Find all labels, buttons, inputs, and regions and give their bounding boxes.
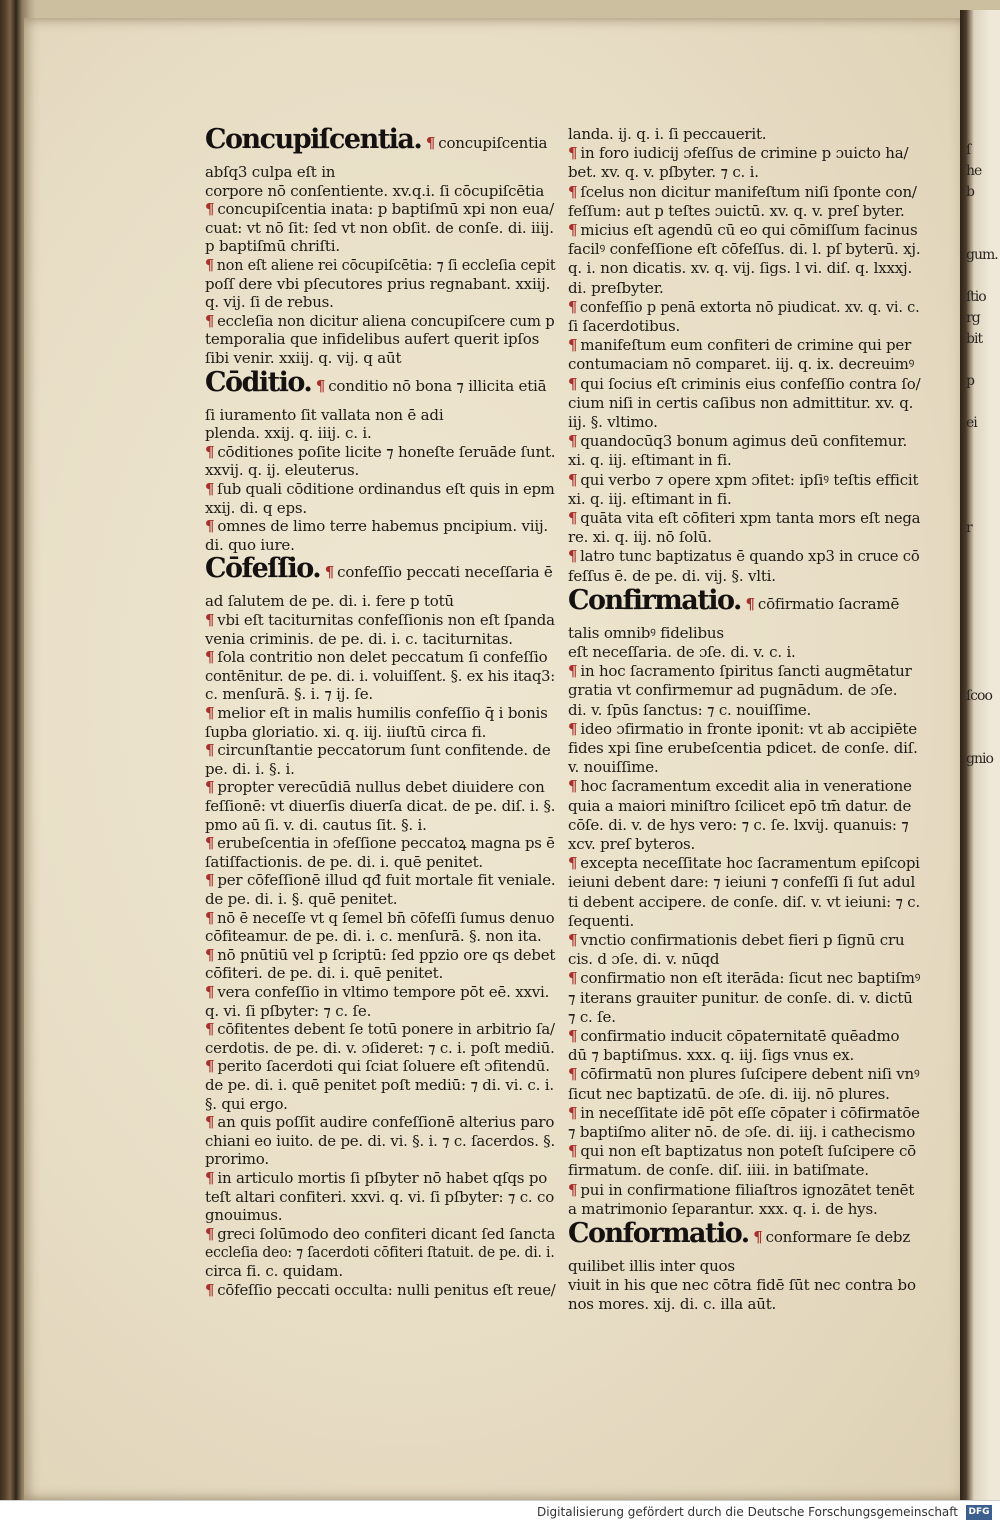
continuation-line [205, 330, 539, 348]
continuation-line [205, 1206, 282, 1224]
entry-line [205, 443, 555, 461]
line-text: confirmatio non eſt iterāda: ſicut nec baptiſmꝰ [580, 969, 921, 988]
line-text: ideo ɔfirmatio in fronte iponit: vt ab accipiēte [580, 719, 917, 738]
line-text: gnouimus. [205, 1206, 283, 1225]
section-heading-line [205, 368, 546, 398]
line-text: qui ſocius eſt criminis eius confeſſio contra ſo/ [580, 374, 921, 393]
pilcrow-icon: ¶ [568, 662, 578, 681]
line-text: q. i. non dicatis. xv. q. vij. ſigs. l vi. diſ. q. lxxxj. [568, 259, 913, 278]
continuation-line [568, 681, 897, 699]
line-text: contumaciam nō comparet. iij. q. ix. decreuimꝰ [568, 355, 915, 374]
continuation-line [568, 1295, 776, 1313]
continuation-line [205, 1243, 555, 1261]
line-text: quandocūq3 bonum agimus deū confitemur. [580, 432, 908, 451]
entry-line [205, 871, 555, 889]
line-text: cōfirmatū non plures ſuſcipere debent niſi vnꝰ [580, 1065, 920, 1084]
entry-line [568, 183, 917, 201]
pilcrow-icon: ¶ [568, 547, 578, 566]
section-heading-line [568, 586, 899, 616]
continuation-line [205, 667, 555, 685]
line-text: cis. d ɔſe. di. v. nūqd [568, 950, 720, 969]
continuation-line [568, 1046, 854, 1064]
pilcrow-icon: ¶ [205, 311, 215, 330]
entry-line [568, 432, 907, 450]
continuation-line [568, 835, 695, 853]
continuation-line [568, 355, 914, 373]
section-heading: Cōditio. [205, 366, 312, 398]
pilcrow-icon: ¶ [568, 144, 578, 163]
pilcrow-icon: ¶ [205, 871, 215, 890]
entry-line [205, 1281, 556, 1299]
heading-gloss: confeſſio peccati neceſſaria ē [337, 563, 553, 582]
continuation-line [568, 624, 724, 642]
continuation-line [568, 279, 664, 297]
line-text: eſt neceſſaria. de ɔſe. di. v. c. i. [568, 643, 796, 661]
line-text: ſub quali cōditione ordinandus eſt quis in epm [217, 480, 555, 498]
line-text: erubeſcentia in ɔfeſſione peccatoꝝ magna ps ē [217, 834, 555, 853]
continuation-line [205, 797, 555, 815]
line-text: de pe. di. i. §. quē penitet. [205, 890, 398, 908]
pilcrow-icon: ¶ [205, 945, 215, 964]
line-text: feſſus ē. de pe. di. vij. §. vlti. [568, 566, 776, 585]
continuation-line [568, 259, 912, 277]
line-text: qui non eſt baptizatus non poteſt ſuſcipere cō [580, 1142, 916, 1161]
entry-line [205, 1057, 550, 1075]
entry-line [568, 1104, 920, 1122]
entry-line [205, 480, 555, 498]
continuation-line [568, 701, 811, 719]
pilcrow-icon: ¶ [568, 854, 578, 873]
line-text: cium niſi in certis caſibus non admittitur. xv. q. [568, 393, 914, 412]
continuation-line [568, 490, 732, 508]
continuation-line [568, 758, 659, 776]
continuation-line [205, 1262, 343, 1280]
continuation-line [205, 1002, 371, 1020]
continuation-line [205, 816, 427, 834]
continuation-line [568, 873, 915, 891]
continuation-line [568, 912, 634, 930]
line-text: §. qui ergo. [205, 1094, 288, 1113]
line-text: xxvij. q. ij. eleuterus. [205, 461, 360, 480]
continuation-line [568, 739, 918, 757]
pilcrow-icon: ¶ [568, 1103, 578, 1122]
line-text: nō pnūtiū vel p ſcriptū: ſed ppzio ore qs debet [217, 945, 556, 964]
entry-line [568, 144, 908, 162]
heading-gloss: concupiſcentia [438, 134, 548, 152]
continuation-line [205, 1039, 555, 1057]
line-text: cōſe. di. v. de hys vero: ⁊ c. ſe. lxvij. quanuis: ⁊ [568, 815, 909, 834]
entry-line [568, 336, 911, 354]
entry-line [568, 777, 912, 795]
line-text: pe. di. i. §. i. [205, 759, 295, 778]
line-text: facilꝰ confeſſione eſt cōfeſſus. di. l. pſ byterū. xj. [568, 240, 921, 259]
continuation-line [205, 1188, 554, 1206]
pilcrow-icon: ¶ [205, 200, 215, 219]
entry-line [205, 517, 548, 535]
pilcrow-icon: ¶ [205, 256, 214, 274]
line-text: eccleſia non dicitur aliena concupiſcere cum p [217, 311, 555, 330]
continuation-line [205, 723, 486, 741]
line-text: poſſ dere vbi pſecutores prius regnabant. xxiij. [205, 274, 551, 293]
continuation-line [568, 394, 913, 412]
entry-line [568, 1027, 899, 1045]
pilcrow-icon: ¶ [568, 432, 578, 451]
line-text: hoc ſacramentum excedit alia in veneratione [580, 777, 912, 796]
pilcrow-icon: ¶ [568, 297, 578, 316]
line-text: de pe. di. i. quē penitet poſt mediū: ⁊ di. vi. c. i. [205, 1076, 554, 1094]
pilcrow-icon: ¶ [568, 969, 578, 988]
line-text: vbi eſt taciturnitas confeſſionis non eſt ſpanda [217, 611, 555, 629]
pilcrow-icon: ¶ [568, 777, 578, 796]
line-text: temporalia que infidelibus aufert querit ipſos [205, 330, 540, 349]
line-text: q. vi. ſi pſbyter: ⁊ c. ſe. [205, 1001, 372, 1020]
line-text: vera confeſſio in vltimo tempore pōt eē. xxvi. [217, 983, 550, 1001]
entry-line [205, 1169, 547, 1187]
entry-line [568, 1181, 914, 1199]
line-text: ⁊ c. ſe. [568, 1007, 616, 1026]
pilcrow-icon: ¶ [205, 1280, 215, 1299]
line-text: corpore nō conſentiente. xv.q.i. ſi cōcupiſcētia [205, 181, 545, 200]
continuation-line [568, 1123, 915, 1141]
line-text: prorimo. [205, 1150, 269, 1169]
line-text: dū ⁊ baptiſmus. xxx. q. iij. ſigs vnus ex. [568, 1046, 855, 1065]
continuation-line [568, 1257, 735, 1275]
heading-gloss: conditio nō bona ⁊ illicita etiā [328, 376, 547, 395]
entry-line [205, 909, 554, 927]
line-text: ſupba gloriatio. xi. q. iij. iiuſtū circa fi. [205, 722, 487, 741]
pilcrow-icon: ¶ [205, 1113, 215, 1132]
line-text: ſi ſacerdotibus. [568, 317, 681, 335]
entry-line [205, 200, 554, 218]
entry-line [205, 946, 555, 964]
pilcrow-icon: ¶ [205, 983, 215, 1001]
line-text: nō ē neceſſe vt q ſemel bn̄ cōfeſſi ſumus denuo [217, 908, 555, 927]
line-text: q. vij. ſi de rebus. [205, 293, 334, 312]
continuation-line [205, 1150, 269, 1168]
continuation-line [568, 317, 680, 335]
line-text: bet. xv. q. v. pſbyter. ⁊ c. i. [568, 163, 759, 182]
continuation-line [205, 219, 554, 237]
continuation-line [205, 275, 550, 293]
pilcrow-icon: ¶ [568, 719, 578, 738]
line-text: cuat: vt nō ſit: ſed vt non obſit. de conſe. di. iiij. [205, 218, 554, 237]
continuation-line [568, 1085, 890, 1103]
line-text: concupiſcentia inata: p baptiſmū xpi non eua/ [217, 200, 554, 219]
pilcrow-icon: ¶ [568, 1142, 578, 1161]
entry-line [568, 221, 917, 239]
line-text: in neceſſitate idē pōt eſſe cōpater i cōfirmatōe [580, 1103, 920, 1122]
pilcrow-icon: ¶ [568, 1027, 578, 1045]
line-text: cerdotis. de pe. di. v. ɔſideret: ⁊ c. i. poſt mediū. [205, 1038, 555, 1057]
pilcrow-icon: ¶ [324, 563, 335, 582]
line-text: di. preſbyter. [568, 278, 664, 297]
line-text: in articulo mortis ſi pſbyter nō habet qſqs po [217, 1169, 548, 1187]
line-text: ⁊ iterans grauiter punitur. de conſe. di. v. dictū [568, 988, 913, 1007]
pilcrow-icon: ¶ [205, 1057, 215, 1076]
entry-line [205, 741, 551, 759]
section-heading: Confirmatio. [568, 584, 741, 616]
line-text: non eſt aliene rei cōcupiſcētia: ⁊ ſi eccleſia cepit [216, 256, 556, 274]
continuation-line [205, 349, 401, 367]
line-text: perito ſacerdoti qui ſciat ſoluere eſt ɔfitendū. [217, 1057, 550, 1076]
entry-line [568, 375, 920, 393]
line-text: di. quo iure. [205, 535, 295, 554]
line-text: v. nouiſſime. [568, 758, 659, 777]
continuation-line [205, 1095, 288, 1113]
line-text: di. v. ſpūs ſanctus: ⁊ c. nouiſſime. [568, 700, 812, 719]
continuation-line [205, 1076, 554, 1094]
continuation-line [568, 451, 732, 469]
digitization-footer [0, 1500, 1000, 1525]
line-text: abſq3 culpa eſt in [205, 163, 336, 181]
section-heading-line [205, 125, 547, 155]
line-text: xcv. preſ byteros. [568, 835, 696, 853]
entry-line [205, 704, 548, 722]
line-text: greci ſolūmodo deo confiteri dicant ſed ſancta [217, 1224, 556, 1243]
entry-line [568, 969, 920, 987]
line-text: cōfiteri. de pe. di. i. quē penitet. [205, 964, 444, 983]
entry-line [205, 648, 548, 666]
entry-line [568, 298, 920, 316]
continuation-line [205, 182, 544, 200]
continuation-line [205, 406, 443, 424]
pilcrow-icon: ¶ [753, 1228, 763, 1246]
continuation-line [568, 1200, 878, 1218]
entry-line [205, 256, 556, 274]
continuation-line [568, 797, 911, 815]
pilcrow-icon: ¶ [205, 1020, 215, 1039]
line-text: cōfitentes debent ſe totū ponere in arbitrio ſa/ [217, 1020, 555, 1039]
continuation-line [205, 927, 542, 945]
entry-line [568, 1065, 920, 1083]
pilcrow-icon: ¶ [315, 376, 326, 395]
pilcrow-icon: ¶ [568, 336, 578, 355]
pilcrow-icon: ¶ [205, 611, 215, 629]
pilcrow-icon: ¶ [205, 778, 215, 797]
line-text: quilibet illis inter quos [568, 1257, 735, 1275]
line-text: ſicut nec baptizatū. de ɔſe. di. iij. nō plures. [568, 1084, 890, 1103]
line-text: talis omnibꝰ fidelibus [568, 623, 724, 642]
line-text: nos mores. xij. di. c. illa aūt. [568, 1295, 777, 1314]
line-text: c. menſurā. §. i. ⁊ ij. ſe. [205, 685, 373, 704]
section-heading: Cōfeſſio. [205, 553, 321, 585]
entry-line [205, 983, 549, 1001]
section-heading-line [205, 554, 553, 584]
line-text: eccleſia deo: ⁊ ſacerdoti cōfiteri ſtatuit. de pe. di. i. [205, 1243, 555, 1262]
pilcrow-icon: ¶ [205, 908, 215, 927]
line-text: ad ſalutem de pe. di. i. fere p totū [205, 592, 454, 611]
line-text: circa fi. c. quidam. [205, 1262, 343, 1280]
continuation-line [568, 816, 909, 834]
funding-note: Digitalisierung gefördert durch die Deutsche Forschungsgemeinschaft [536, 1505, 958, 1519]
entry-line [568, 662, 912, 680]
line-text: ſi iuramento ſit vallata non ē adi [205, 405, 444, 424]
line-text: ſcelus non dicitur manifeſtum niſi ſponte con/ [580, 182, 917, 201]
line-text: cōditiones poſite licite ⁊ honeſte ſeruāde ſunt. [217, 442, 556, 461]
entry-line [205, 1113, 554, 1131]
line-text: ſibi venir. xxiij. q. vij. q aūt [205, 349, 402, 367]
facing-page-text: ſ he b gum. ſtio rg bit p ei r ſcoo gnio [966, 142, 998, 767]
pilcrow-icon: ¶ [568, 509, 578, 527]
continuation-line [568, 413, 658, 431]
line-text: xi. q. iij. eſtimant in fi. [568, 451, 732, 470]
line-text: micius eſt agendū cū eo qui cōmiſſum facinus [580, 221, 918, 239]
line-text: chiani eo iuito. de pe. di. vi. §. i. ⁊ c. ſacerdos. §. [205, 1131, 556, 1150]
line-text: ſequenti. [568, 911, 635, 930]
line-text: fides xpi ſine erubeſcentia pdicet. de conſe. diſ. [568, 739, 918, 757]
line-text: xxij. di. q eps. [205, 498, 307, 517]
continuation-line [205, 293, 334, 311]
line-text: iij. §. vltimo. [568, 413, 658, 431]
heading-gloss: conformare ſe debz [765, 1228, 911, 1246]
pilcrow-icon: ¶ [205, 480, 215, 498]
pilcrow-icon: ¶ [205, 442, 215, 461]
line-text: manifeſtum eum confiteri de crimine qui per [580, 336, 912, 355]
line-text: latro tunc baptizatus ē quando xp3 in cruce cō [580, 547, 920, 566]
line-text: a matrimonio ſeparantur. xxx. q. i. de hys. [568, 1199, 878, 1218]
entry-line [205, 312, 555, 330]
line-text: cōfiteamur. de pe. di. i. c. menſurā. §. non ita. [205, 927, 542, 946]
line-text: ⁊ baptiſmo aliter nō. de ɔſe. di. iij. i cathecismo [568, 1123, 916, 1141]
continuation-line [568, 1276, 916, 1294]
pilcrow-icon: ¶ [568, 931, 578, 949]
continuation-line [568, 950, 719, 968]
continuation-line [205, 536, 295, 554]
line-text: contēnitur. de pe. di. i. voluiſſent. §. ex his itaq3: [205, 666, 556, 685]
line-text: melior eſt in malis humilis confeſſio q̄ i bonis [217, 704, 548, 722]
entry-line [568, 471, 918, 489]
pilcrow-icon: ¶ [745, 594, 755, 613]
continuation-line [568, 163, 759, 181]
continuation-line [568, 1008, 616, 1026]
entry-line [568, 1142, 916, 1160]
line-text: teſt altari confiteri. xxvi. q. vi. ſi pſbyter: ⁊ c. co [205, 1187, 555, 1206]
heading-gloss: cōfirmatio ſacramē [757, 594, 900, 613]
line-text: plenda. xxij. q. iiij. c. i. [205, 424, 372, 443]
continuation-line [568, 125, 766, 143]
dfg-logo: DFG [966, 1505, 992, 1520]
pilcrow-icon: ¶ [568, 470, 578, 489]
continuation-line [568, 240, 920, 258]
entry-line [568, 547, 920, 565]
continuation-line [568, 893, 920, 911]
pilcrow-icon: ¶ [568, 182, 578, 201]
continuation-line [568, 202, 905, 220]
continuation-line [205, 630, 513, 648]
pilcrow-icon: ¶ [425, 134, 436, 152]
entry-line [205, 1225, 555, 1243]
line-text: excepta neceſſitate hoc ſacramentum epiſcopi [580, 854, 920, 873]
line-text: ieiuni debent dare: ⁊ ieiuni ⁊ confeſſi ſi ſut adul [568, 873, 916, 892]
pilcrow-icon: ¶ [205, 704, 215, 722]
line-text: ti debent accipere. de conſe. diſ. v. vt ieiuni: ⁊ c. [568, 892, 921, 911]
continuation-line [205, 1132, 555, 1150]
continuation-line [568, 1161, 869, 1179]
line-text: pui in confirmatione filiaſtros ignozātet tenēt [580, 1180, 915, 1199]
section-heading: Conformatio. [568, 1218, 749, 1249]
pilcrow-icon: ¶ [568, 221, 578, 239]
line-text: in hoc ſacramento ſpiritus ſancti augmētatur [580, 662, 912, 681]
pilcrow-icon: ¶ [205, 648, 215, 667]
pilcrow-icon: ¶ [568, 1065, 578, 1084]
line-text: pmo aū ſi. v. di. cautus ſit. §. i. [205, 815, 427, 834]
line-text: p baptiſmū chriſti. [205, 237, 340, 256]
continuation-line [205, 424, 372, 442]
line-text: omnes de limo terre habemus pncipium. viij. [217, 517, 548, 536]
line-text: quia a maiori miniſtro ſcilicet epō tm̄ datur. de [568, 796, 912, 815]
pilcrow-icon: ¶ [568, 1180, 578, 1199]
line-text: landa. ij. q. i. ſi peccauerit. [568, 125, 767, 143]
line-text: quāta vita eſt cōfiteri xpm tanta mors eſt nega [580, 509, 921, 527]
line-text: confirmatio inducit cōpaternitatē quēadmo [580, 1027, 900, 1045]
entry-line [568, 720, 917, 738]
line-text: re. xi. q. iij. nō ſolū. [568, 528, 712, 547]
pilcrow-icon: ¶ [205, 834, 215, 853]
continuation-line [205, 890, 397, 908]
line-text: venia criminis. de pe. di. i. c. taciturnitas. [205, 629, 513, 648]
line-text: firmatum. de conſe. diſ. iiii. in batiſmate. [568, 1161, 869, 1180]
line-text: confeſſio p penā extorta nō piudicat. xv. q. vi. c. [579, 297, 920, 316]
line-text: feſſionē: vt diuerſis diuerſa dicat. de pe. diſ. i. §. [205, 797, 556, 815]
section-heading-line [568, 1219, 910, 1249]
pilcrow-icon: ¶ [568, 374, 578, 393]
line-text: xi. q. iij. eſtimant in fi. [568, 489, 732, 508]
continuation-line [205, 163, 335, 181]
entry-line [205, 1020, 555, 1038]
entry-line [205, 834, 555, 852]
entry-line [205, 611, 555, 629]
entry-line [568, 854, 920, 872]
line-text: per cōfeſſionē illud qđ fuit mortale fit veniale. [217, 871, 556, 890]
line-text: feſſum: aut p teſtes ɔuictū. xv. q. v. preſ byter. [568, 201, 905, 220]
entry-line [568, 931, 904, 949]
line-text: an quis poſſit audire confeſſionē alterius paro [217, 1113, 555, 1132]
entry-line [205, 778, 545, 796]
continuation-line [205, 592, 454, 610]
continuation-line [568, 528, 712, 546]
pilcrow-icon: ¶ [205, 741, 215, 760]
line-text: gratia vt confirmemur ad pugnādum. de ɔſe. [568, 681, 898, 700]
line-text: vnctio confirmationis debet fieri p ſignū cru [580, 931, 905, 949]
continuation-line [568, 643, 796, 661]
pilcrow-icon: ¶ [205, 517, 215, 536]
pilcrow-icon: ¶ [205, 1169, 215, 1187]
continuation-line [205, 964, 443, 982]
pilcrow-icon: ¶ [205, 1224, 215, 1243]
continuation-line [205, 237, 340, 255]
line-text: ſola contritio non delet peccatum ſi confeſſio [217, 648, 548, 667]
continuation-line [568, 567, 776, 585]
continuation-line [205, 685, 373, 703]
line-text: propter verecūdiā nullus debet diuidere con [217, 778, 545, 797]
continuation-line [205, 499, 307, 517]
line-text: circunſtantie peccatorum ſunt confitende. de [217, 741, 551, 760]
entry-line [568, 509, 920, 527]
continuation-line [205, 760, 295, 778]
continuation-line [205, 853, 483, 871]
line-text: in foro iudicij ɔfeſſus de crimine p ɔuicto ha/ [580, 144, 909, 163]
line-text: cōfeſſio peccati occulta: nulli penitus eſt reue/ [217, 1280, 556, 1299]
section-heading: Concupiſcentia. [205, 124, 422, 155]
line-text: viuit in his que nec cōtra fidē ſūt nec contra bo [568, 1276, 916, 1295]
line-text: qui verbo ⁊ opere xpm ɔfitet: ipſiꝰ teſtis efficit [580, 470, 919, 489]
line-text: ſatiſfactionis. de pe. di. i. quē penitet. [205, 852, 483, 871]
continuation-line [568, 989, 913, 1007]
continuation-line [205, 461, 359, 479]
